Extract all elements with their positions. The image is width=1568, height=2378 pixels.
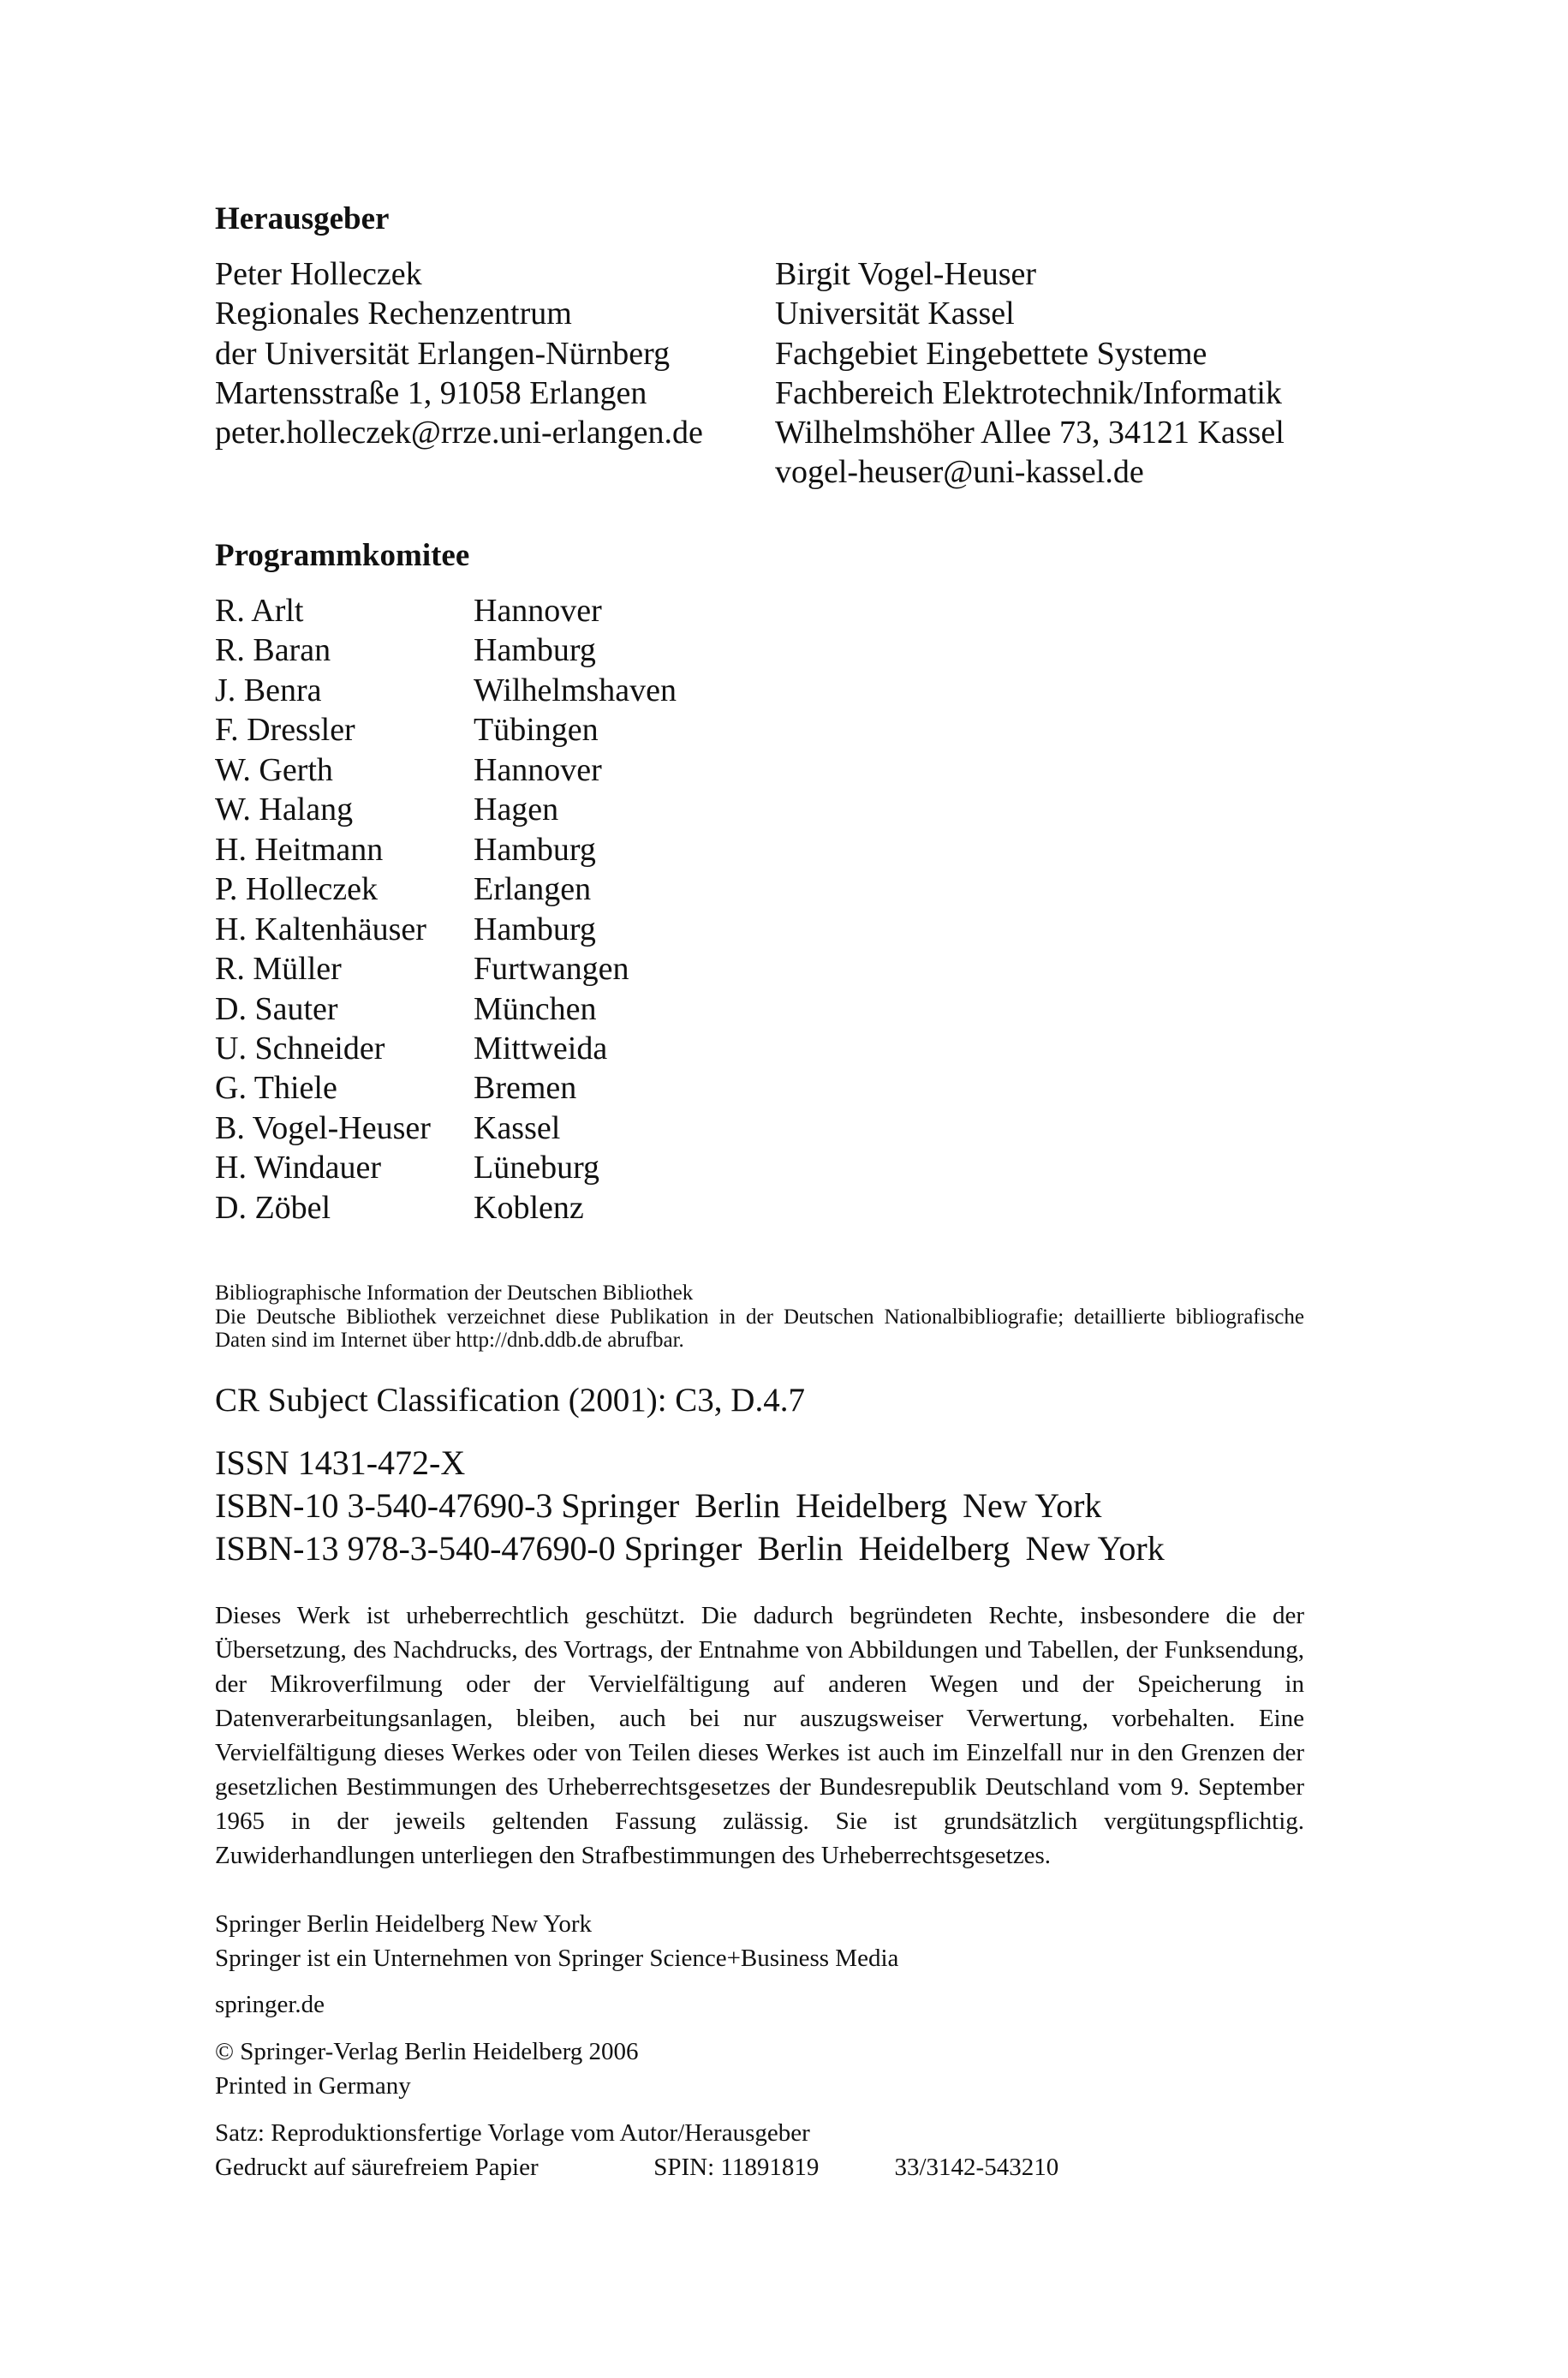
isbn-13-place: Berlin — [757, 1529, 844, 1568]
member-name: R. Baran — [215, 632, 331, 669]
committee-member — [215, 790, 677, 829]
member-name: D. Sauter — [215, 990, 338, 1027]
member-name: W. Gerth — [215, 751, 333, 788]
isbn-block — [215, 1442, 1165, 1570]
committee-member — [215, 1148, 677, 1187]
member-name: U. Schneider — [215, 1030, 385, 1067]
committee-member — [215, 750, 677, 790]
editor-left-line: der Universität Erlangen-Nürnberg — [215, 335, 671, 372]
editor-left-line: Martensstraße 1, 91058 Erlangen — [215, 374, 647, 411]
printed-in: Printed in Germany — [215, 2072, 411, 2100]
member-name: J. Benra — [215, 672, 322, 708]
member-city: Hannover — [474, 593, 602, 629]
isbn-10-label: ISBN-10 3-540-47690-3 — [215, 1486, 553, 1525]
isbn-10-place: Berlin — [695, 1486, 781, 1525]
editor-left-address — [215, 254, 703, 452]
committee-member — [215, 591, 677, 630]
committee-member — [215, 869, 677, 909]
spin-number: SPIN: 11891819 — [653, 2154, 820, 2181]
publisher-line: Springer Berlin Heidelberg New York — [215, 1910, 593, 1938]
member-city: Wilhelmshaven — [474, 672, 677, 708]
biblio-title: Bibliographische Information der Deutschen Bibliothek — [215, 1282, 694, 1305]
editors-heading: Herausgeber — [215, 201, 390, 236]
isbn-10-place: New York — [963, 1486, 1102, 1525]
committee-member — [215, 1188, 677, 1228]
member-city: Lüneburg — [474, 1150, 600, 1186]
member-city: Tübingen — [474, 712, 599, 749]
editor-left-line: Regionales Rechenzentrum — [215, 296, 572, 332]
bibliographic-information — [215, 1282, 1304, 1353]
member-name: W. Halang — [215, 792, 354, 828]
isbn-13-publisher: Springer — [623, 1529, 742, 1568]
member-name: B. Vogel-Heuser — [215, 1109, 431, 1146]
committee-member — [215, 630, 677, 670]
copyright-info — [215, 2034, 638, 2103]
member-city: Bremen — [474, 1070, 577, 1107]
member-city: Erlangen — [474, 871, 592, 908]
website: springer.de — [215, 1991, 325, 2018]
committee-list — [215, 591, 677, 1228]
isbn-10 — [215, 1485, 1165, 1527]
editor-left-email: peter.holleczek@rrze.uni-erlangen.de — [215, 415, 703, 451]
committee-member — [215, 1108, 677, 1148]
committee-member — [215, 671, 677, 710]
editor-right-email: vogel-heuser@uni-kassel.de — [775, 454, 1144, 491]
publisher-info — [215, 1907, 898, 1975]
isbn-10-publisher: Springer — [561, 1486, 680, 1525]
editor-right-address — [775, 254, 1285, 493]
editor-right-line: Fachbereich Elektrotechnik/Informatik — [775, 374, 1282, 411]
publisher-line: Springer ist ein Unternehmen von Springer Science+Business Media — [215, 1945, 899, 1972]
editor-right-line: Wilhelmshöher Allee 73, 34121 Kassel — [775, 415, 1285, 451]
member-city: Hagen — [474, 792, 559, 828]
copyright-notice: Dieses Werk ist urheberrechtlich geschützt. Die dadurch begründeten Rechte, insbesondere die der Übersetzung, des Nachdrucks, des Vortrags, der Entnahme von Abbildungen und Tabellen, der Funksendung, der Mikroverfilmung oder der Vervielfältigung auf anderen Wegen und der Speicherung in Datenverarbeitungsanlagen, bleiben, auch bei nur auszugsweiser Verwertung, vorbehalten. Eine Vervielfältigung dieses Werkes oder von Teilen dieses Werkes ist auch im Einzelfall nur in den Grenzen der gesetzlichen Bestimmungen des Urheberrechtsgesetzes der Bundesrepublik Deutschland vom 9. September 1965 in der jeweils geltenden Fassung zulässig. Sie ist grundsätzlich vergütungspflichtig. Zuwiderhandlungen unterliegen den Strafbestimmungen des Urheberrechtsgesetzes. — [215, 1602, 1304, 1869]
committee-member — [215, 989, 677, 1029]
member-city: Kassel — [474, 1109, 561, 1146]
isbn-13-place: New York — [1025, 1529, 1165, 1568]
member-name: R. Müller — [215, 951, 342, 988]
member-city: Furtwangen — [474, 951, 629, 988]
committee-heading: Programmkomitee — [215, 538, 470, 573]
cr-classification: CR Subject Classification (2001): C3, D.4.7 — [215, 1382, 805, 1419]
production-info — [215, 2116, 1058, 2184]
committee-member — [215, 830, 677, 869]
committee-member — [215, 1029, 677, 1068]
paper-note: Gedruckt auf säurefreiem Papier — [215, 2154, 539, 2181]
member-city: Hamburg — [474, 632, 596, 669]
editor-right-line: Fachgebiet Eingebettete Systeme — [775, 335, 1207, 372]
member-city: Mittweida — [474, 1030, 608, 1067]
isbn-13-place: Heidelberg — [858, 1529, 1011, 1568]
editor-right-line: Universität Kassel — [775, 296, 1015, 332]
committee-member — [215, 949, 677, 989]
member-city: Hamburg — [474, 911, 596, 947]
member-city: Koblenz — [474, 1189, 584, 1226]
issn: ISSN 1431-472-X — [215, 1443, 466, 1482]
member-city: Hamburg — [474, 831, 596, 868]
satz-line: Satz: Reproduktionsfertige Vorlage vom Autor/Herausgeber — [215, 2119, 810, 2147]
copyright-line: © Springer-Verlag Berlin Heidelberg 2006 — [215, 2038, 639, 2065]
member-name: P. Holleczek — [215, 871, 378, 908]
member-name: F. Dressler — [215, 712, 355, 749]
isbn-13-label: ISBN-13 978-3-540-47690-0 — [215, 1529, 616, 1568]
isbn-13 — [215, 1527, 1165, 1570]
member-city: München — [474, 990, 597, 1027]
member-name: H. Heitmann — [215, 831, 384, 868]
committee-member — [215, 1068, 677, 1108]
committee-member — [215, 710, 677, 750]
print-line — [215, 2150, 1058, 2184]
member-name: D. Zöbel — [215, 1189, 331, 1226]
editor-right-line: Birgit Vogel-Heuser — [775, 256, 1037, 292]
biblio-text: Die Deutsche Bibliothek verzeichnet diese Publikation in der Deutschen Nationalbibliografie; detaillierte bibliografische Daten sind im Internet über http://dnb.ddb.de abrufbar. — [215, 1305, 1304, 1352]
committee-member — [215, 910, 677, 949]
member-name: H. Windauer — [215, 1150, 382, 1186]
editor-left-line: Peter Holleczek — [215, 256, 422, 292]
member-name: R. Arlt — [215, 593, 304, 629]
member-city: Hannover — [474, 751, 602, 788]
member-name: H. Kaltenhäuser — [215, 911, 426, 947]
print-code: 33/3142-543210 — [894, 2154, 1059, 2181]
member-name: G. Thiele — [215, 1070, 337, 1107]
isbn-10-place: Heidelberg — [796, 1486, 948, 1525]
